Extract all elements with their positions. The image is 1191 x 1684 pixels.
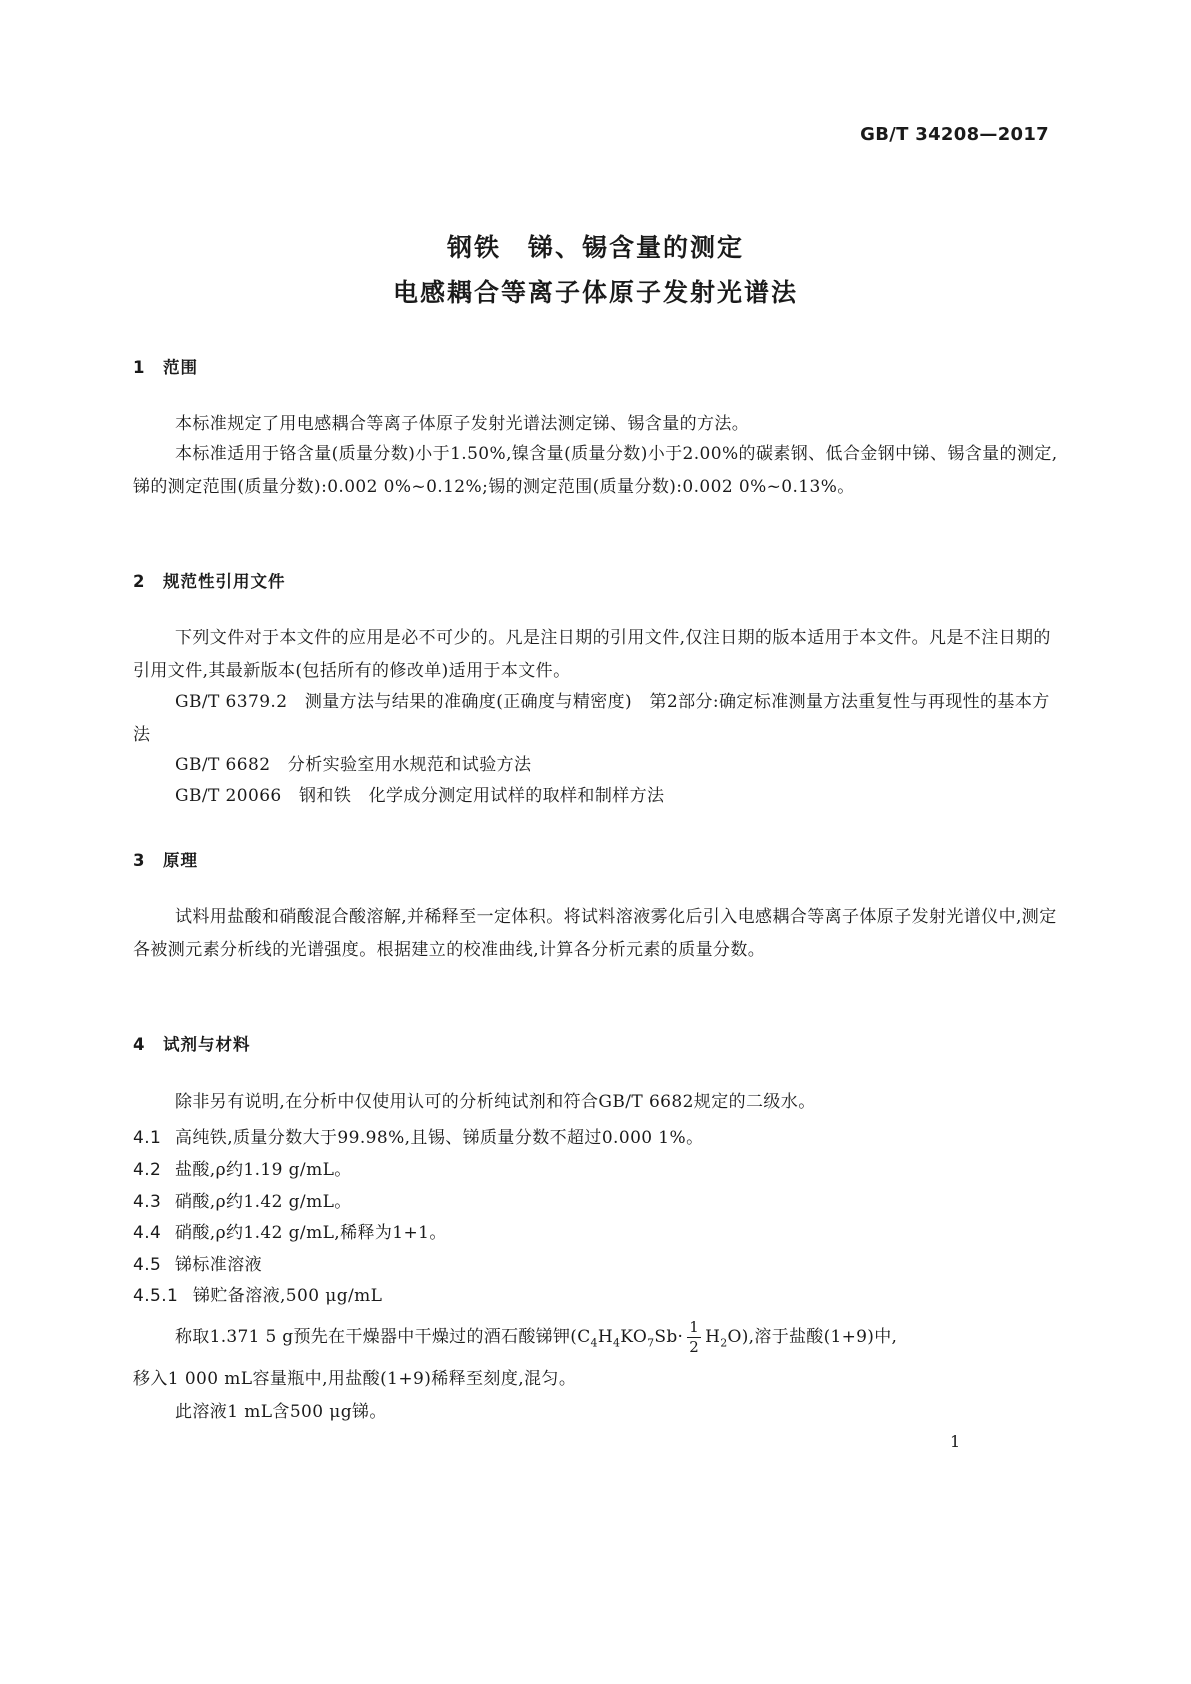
subscript: 2 (720, 1336, 728, 1350)
formula-text: H (597, 1327, 613, 1347)
section-heading-reagents (133, 1031, 251, 1055)
paragraph: 除非另有说明,在分析中仅使用认可的分析纯试剂和符合GB/T 6682规定的二级水。 (175, 1092, 816, 1112)
document-title-line1: 钢铁 锑、锡含量的测定 (446, 233, 744, 262)
standard-number: GB/T 34208—2017 (860, 124, 1049, 145)
paragraph: 本标准适用于铬含量(质量分数)小于1.50%,镍含量(质量分数)小于2.00%的碳素钢、低合金钢中锑、锡含量的测定,锑的测定范围(质量分数):0.002 0%~0.12%;锡的测定范围(质量分数):0.002 0%~0.13%。 (133, 444, 1058, 497)
section-title: 原理 (163, 851, 198, 870)
list-item (133, 1123, 703, 1148)
list-item (133, 1250, 262, 1275)
item-text: 高纯铁,质量分数大于99.98%,且锡、锑质量分数不超过0.000 1%。 (175, 1128, 704, 1148)
paragraph: 此溶液1 mL含500 μg锑。 (175, 1402, 387, 1422)
item-text: 硝酸,ρ约1.42 g/mL,稀释为1+1。 (175, 1223, 447, 1243)
section-number: 3 (133, 851, 146, 870)
item-text: 盐酸,ρ约1.19 g/mL。 (175, 1160, 352, 1180)
section-heading-normative-references (133, 568, 286, 592)
section-heading-scope (133, 354, 198, 378)
subscript: 4 (590, 1336, 598, 1350)
list-item (133, 1218, 447, 1243)
fraction-numerator: 1 (689, 1318, 700, 1336)
section-title: 范围 (163, 358, 198, 377)
reference-item: GB/T 6379.2 测量方法与结果的准确度(正确度与精密度) 第2部分:确定标准测量方法重复性与再现性的基本方法 (133, 692, 1050, 745)
formula-paragraph (175, 1320, 897, 1355)
section-number: 2 (133, 572, 146, 591)
section-number: 1 (133, 358, 146, 377)
fraction (687, 1320, 701, 1355)
section-title: 规范性引用文件 (163, 572, 286, 591)
page-number: 1 (950, 1432, 961, 1451)
section-number: 4 (133, 1035, 146, 1054)
paragraph: 试料用盐酸和硝酸混合酸溶解,并稀释至一定体积。将试料溶液雾化后引入电感耦合等离子体原子发射光谱仪中,测定各被测元素分析线的光谱强度。根据建立的校准曲线,计算各分析元素的质量分数。 (133, 907, 1057, 960)
reference-item: GB/T 20066 钢和铁 化学成分测定用试样的取样和制样方法 (175, 786, 665, 806)
list-item (133, 1155, 352, 1180)
item-text: 锑贮备溶液,500 μg/mL (193, 1286, 383, 1306)
item-text: 锑标准溶液 (175, 1255, 262, 1275)
item-number: 4.1 (133, 1128, 162, 1148)
item-number: 4.5.1 (133, 1286, 179, 1306)
document-title-line2: 电感耦合等离子体原子发射光谱法 (392, 278, 798, 307)
item-number: 4.5 (133, 1255, 162, 1275)
section-heading-principle (133, 847, 198, 871)
subscript: 7 (647, 1336, 655, 1350)
formula-text: 称取1.371 5 g预先在干燥器中干燥过的酒石酸锑钾(C (175, 1327, 591, 1347)
list-item (133, 1187, 352, 1212)
item-text: 硝酸,ρ约1.42 g/mL。 (175, 1192, 352, 1212)
fraction-denominator: 2 (689, 1338, 700, 1356)
paragraph: 下列文件对于本文件的应用是必不可少的。凡是注日期的引用文件,仅注日期的版本适用于本文件。凡是不注日期的引用文件,其最新版本(包括所有的修改单)适用于本文件。 (133, 628, 1051, 681)
item-number: 4.2 (133, 1160, 162, 1180)
list-item (133, 1281, 382, 1306)
section-title: 试剂与材料 (163, 1035, 251, 1054)
paragraph: 本标准规定了用电感耦合等离子体原子发射光谱法测定锑、锡含量的方法。 (175, 414, 750, 434)
formula-text: O),溶于盐酸(1+9)中, (727, 1327, 898, 1347)
reference-item: GB/T 6682 分析实验室用水规范和试验方法 (175, 755, 532, 775)
paragraph: 移入1 000 mL容量瓶中,用盐酸(1+9)稀释至刻度,混匀。 (133, 1369, 577, 1389)
item-number: 4.3 (133, 1192, 162, 1212)
item-number: 4.4 (133, 1223, 162, 1243)
subscript: 4 (612, 1336, 621, 1350)
formula-text: Sb· (654, 1327, 684, 1347)
formula-text: KO (620, 1327, 648, 1347)
formula-text: H (705, 1327, 721, 1347)
